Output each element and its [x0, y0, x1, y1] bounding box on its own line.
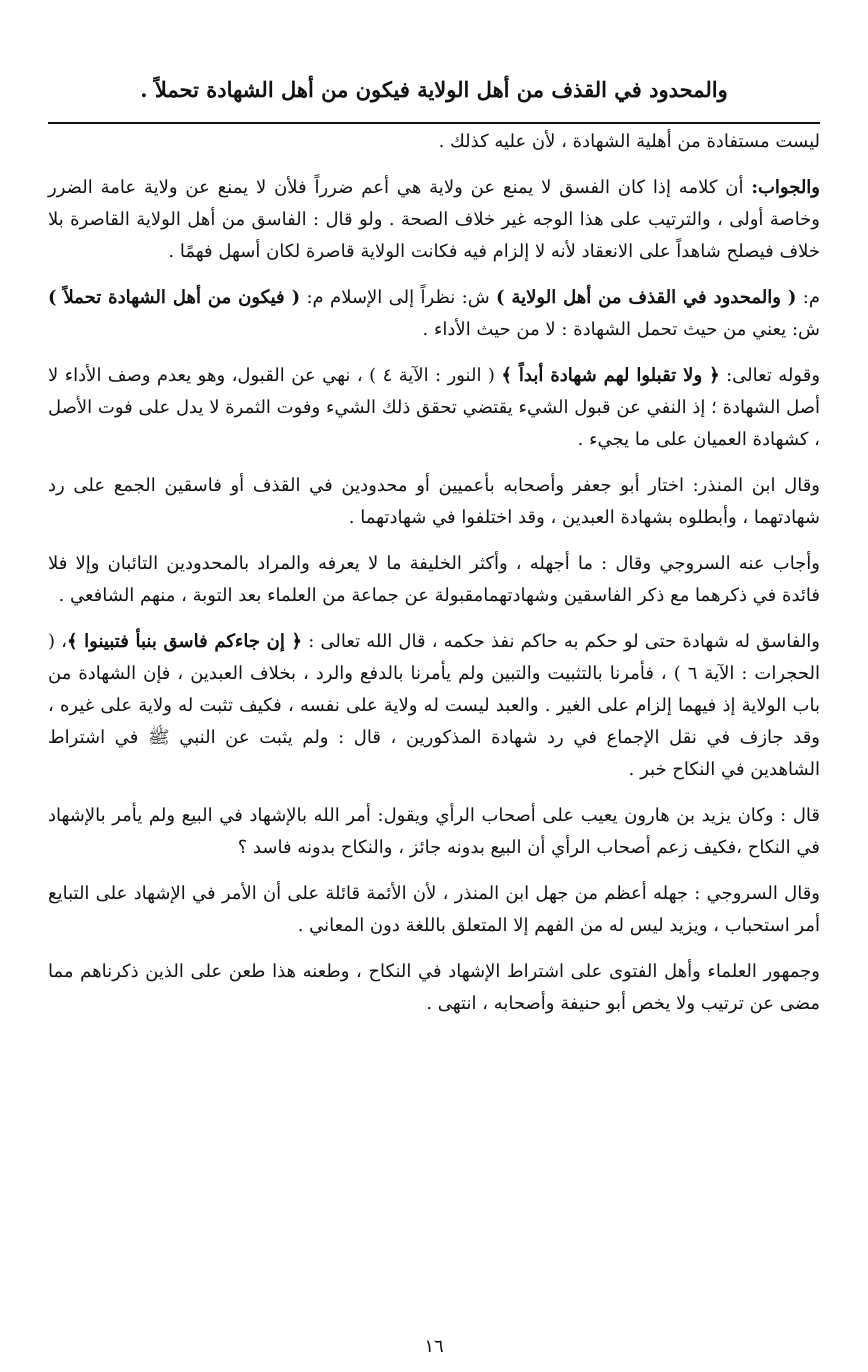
- paragraph-3: [48, 360, 820, 456]
- paragraph-8: وقال السروجي : جهله أعظم من جهل ابن المنذر ، لأن الأئمة قائلة على أن الأمر في الإشهاد على التبايع أمر استحباب ، ويزيد ليس له من الفهم إلا المتعلق باللغة دون المعاني .: [48, 883, 820, 936]
- paragraph-5: وأجاب عنه السروجي وقال : ما أجهله ، وأكثر الخليفة ما لا يعرفه والمراد بالمحدودين التائبان وإلا فلا فائدة في ذكرهما مع ذكر الفاسقين وشهادتهمامقبولة عن جماعة من العلماء بعد التوبة ، منهم الشافعي .: [48, 553, 820, 606]
- paragraph-6: [48, 626, 820, 786]
- paragraph-4: وقال ابن المنذر: اختار أبو جعفر وأصحابه بأعميين أو محدودين في القذف أو فاسقين الجمع على رد شهادتهما ، وأبطلوه بشهادة العبدين ، وقد اختلفوا في شهادتهما .: [48, 475, 820, 528]
- paragraph-2-marker-m: م:: [796, 287, 820, 308]
- paragraph-3-verse: ﴿ ولا تقبلوا لهم شهادة أبداً ﴾: [501, 365, 720, 386]
- paragraph-2: [48, 282, 820, 346]
- paragraph-3-text: ( النور : الآية ٤ ) ، نهي عن القبول، وهو يعدم وصف الأداء لا أصل الشهادة ؛ إذ النفي عن قبول الشيء يقتضي تحقق ذلك الشيء وفوت الثمرة لا يدل على فوت الأصل ، كشهادة العميان على ما يجيء .: [48, 365, 820, 450]
- paragraph-1-lead: والجواب:: [751, 177, 820, 198]
- paragraph-2-matn-2: ( فيكون من أهل الشهادة تحملاً ): [48, 287, 301, 308]
- paragraph-1: [48, 172, 820, 268]
- page-number: ١٦: [424, 1336, 444, 1357]
- paragraph-1-text: أن كلامه إذا كان الفسق لا يمنع عن ولاية هي أعم ضرراً فلأن لا يمنع عن ولاية عامة الضرر وخاصة أولى ، والترتيب على هذا الوجه غير خلاف الصحة . ولو قال : الفاسق من أهل الولاية القاصرة بلا خلاف فيصلح شاهداً على الانعقاد لأنه لا إلزام فيه فكانت الولاية قاصرة لكان أسهل فهمًا .: [48, 177, 820, 262]
- body-text: [48, 126, 820, 1020]
- paragraph-6-text: ، ( الحجرات : الآية ٦ ) ، فأمرنا بالتثبيت والتبين ولم يأمرنا بالدفع والرد ، بخلاف العبدين ، فإن الشهادة من باب الولاية إذ فيهما إلزام على الغير . والعبد ليست له ولاية على نفسه ، فكيف تثبت له ولاية على غيره ، وقد جازف في نقل الإجماع في رد شهادة المذكورين ، قال : ولم يثبت عن النبي ﷺ في اشتراط الشاهدين في النكاح خبر .: [48, 631, 820, 780]
- paragraph-2-sharh-1: ش: نظراً إلى الإسلام م:: [300, 287, 497, 308]
- paragraph-6-verse: ﴿ إن جاءكم فاسق بنبأ فتبينوا ﴾: [66, 631, 303, 652]
- page-header: والمحدود في القذف من أهل الولاية فيكون من أهل الشهادة تحملاً .: [140, 77, 728, 102]
- header-rule: [48, 122, 820, 124]
- paragraph-9: وجمهور العلماء وأهل الفتوى على اشتراط الإشهاد في النكاح ، وطعنه هذا طعن على الذين ذكرناهم مما مضى عن ترتيب ولا يخص أبو حنيفة وأصحابه ، انتهى .: [48, 961, 820, 1014]
- paragraph-3-intro: وقوله تعالى:: [719, 365, 821, 386]
- paragraph-6-intro: والفاسق له شهادة حتى لو حكم به حاكم نفذ حكمه ، قال الله تعالى :: [302, 631, 820, 652]
- paragraph-2-sharh-2: ش: يعني من حيث تحمل الشهادة : لا من حيث الأداء .: [422, 319, 820, 340]
- paragraph-0: ليست مستفادة من أهلية الشهادة ، لأن عليه كذلك .: [438, 131, 820, 152]
- paragraph-7: قال : وكان يزيد بن هارون يعيب على أصحاب الرأي ويقول: أمر الله بالإشهاد في البيع ولم يأمر بالإشهاد في النكاح ،فكيف زعم أصحاب الرأي أن البيع بدونه جائز ، والنكاح بدونه فاسد ؟: [48, 805, 820, 858]
- document-page: [48, 70, 820, 1360]
- paragraph-2-matn-1: ( والمحدود في القذف من أهل الولاية ): [496, 287, 797, 308]
